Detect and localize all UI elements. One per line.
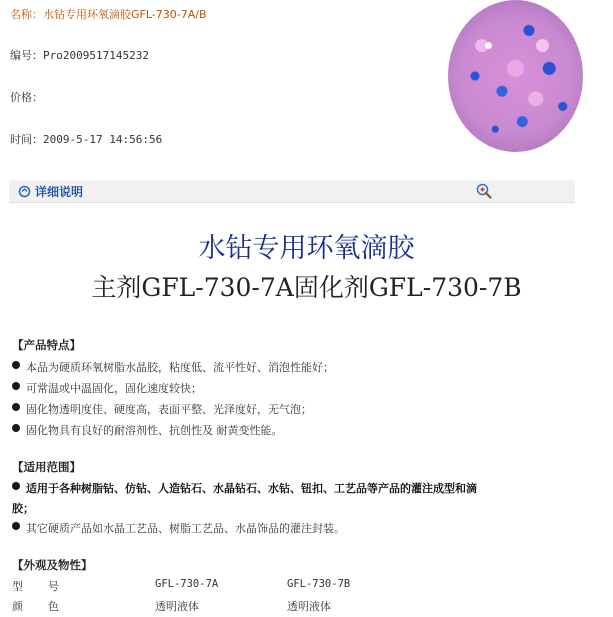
scope-item: 适用于各种树脂钻、仿钻、人造钻石、水晶钻石、水钻、钮扣、工艺品等产品的灌注成型和滴 (12, 480, 477, 496)
appearance-heading: 【外观及物性】 (12, 558, 93, 572)
time-line (10, 131, 162, 147)
bullet-icon (12, 482, 20, 490)
bullet-icon (12, 403, 20, 411)
zoom-icon[interactable] (476, 183, 492, 199)
time-value: 2009-5-17 14:56:56 (43, 133, 163, 146)
price-label: 价格： (10, 91, 43, 104)
price-line (10, 89, 43, 105)
table-row: 型 号 GFL-730-7A GFL-730-7B (12, 578, 351, 593)
product-name-line (10, 6, 207, 22)
bullet-icon (12, 424, 20, 432)
refresh-icon (18, 185, 31, 198)
product-image[interactable] (448, 0, 583, 152)
table-row: 颜 色 透明液体 透明液体 (12, 600, 331, 613)
serial-line (10, 47, 149, 63)
page-title-line1: 水钻专用环氧滴胶 (198, 233, 415, 264)
time-label: 时间： (10, 133, 43, 146)
bullet-icon (12, 522, 20, 530)
product-name: 水钻专用环氧滴胶GFL-730-7A/B (43, 8, 207, 21)
serial-label: 编号： (10, 49, 43, 62)
bullet-icon (12, 361, 20, 369)
feature-item: 固化物具有良好的耐溶剂性、抗创性及 耐黄变性能。 (12, 422, 283, 438)
feature-item: 可常温或中温固化，固化速度较快； (12, 380, 202, 396)
scope-item: 其它硬质产品如水晶工艺品、树脂工艺品、水晶饰品的灌注封装。 (12, 520, 345, 536)
bullet-icon (12, 382, 20, 390)
product-name-label: 名称： (10, 8, 43, 21)
features-heading: 【产品特点】 (12, 338, 81, 352)
scope-item-continued: 胶； (12, 502, 34, 515)
detail-section-title: 详细说明 (35, 185, 84, 199)
page-title-line2: 主剂GFL-730-7A固化剂GFL-730-7B (91, 273, 522, 302)
scope-heading: 【适用范围】 (12, 460, 81, 474)
feature-item: 固化物透明度佳、硬度高，表面平整、光泽度好，无气泡； (12, 401, 312, 417)
serial-value: Pro2009517145232 (43, 49, 149, 62)
feature-item: 本品为硬质环氧树脂水晶胶，粘度低、流平性好、消泡性能好； (12, 359, 334, 375)
detail-section-header (18, 183, 83, 200)
